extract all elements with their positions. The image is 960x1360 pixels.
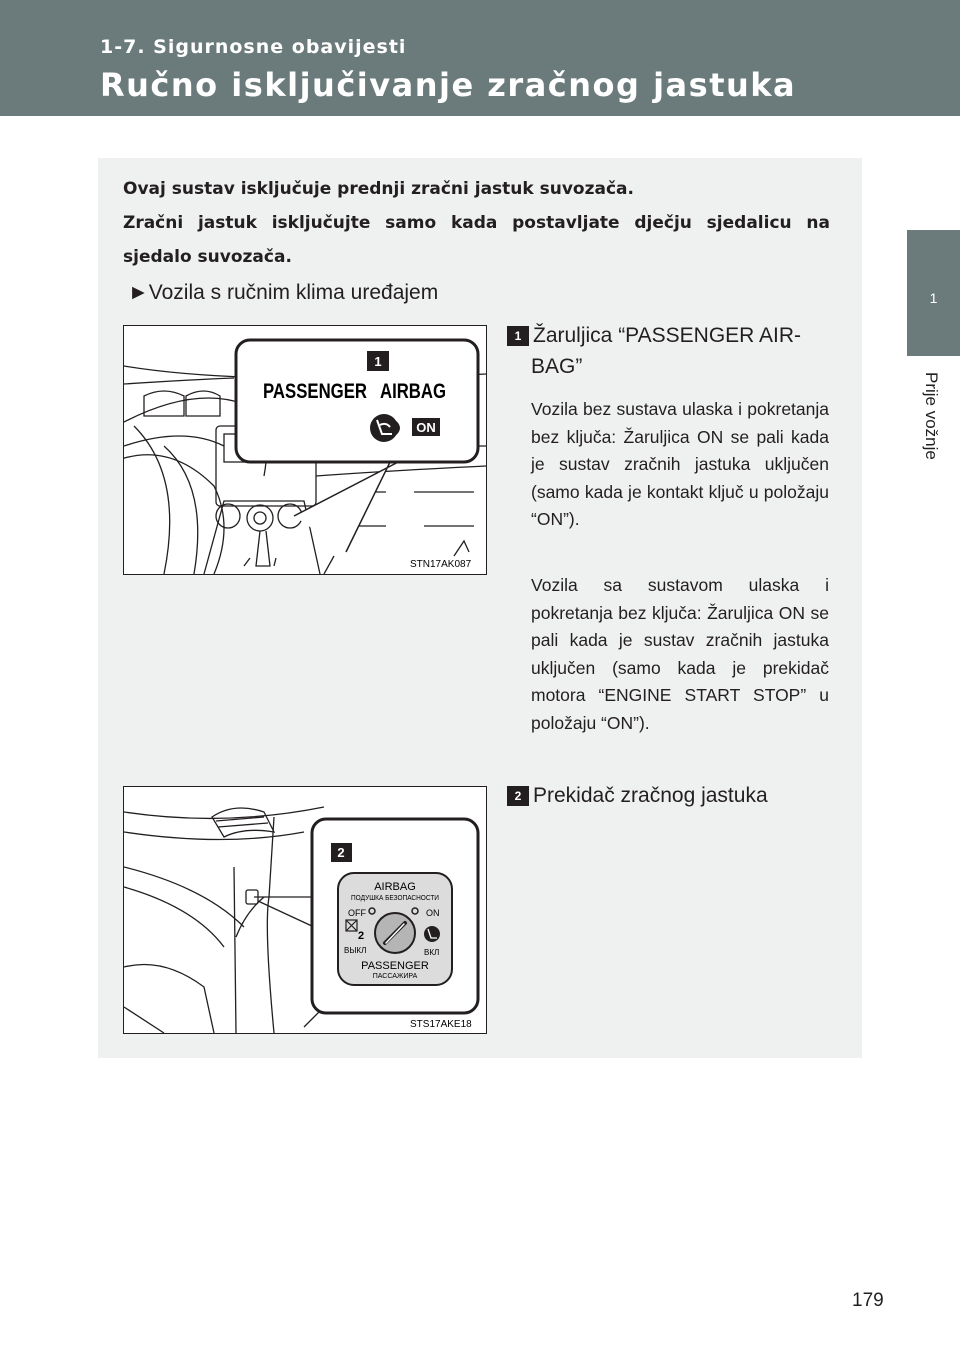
switch-label-off-ru: ВЫКЛ [344,946,367,955]
switch-label-on-ru: ВКЛ [424,948,440,957]
figure1-code: STN17AK087 [410,559,472,570]
item-1-paragraph-2: Vozila sa sustavom ulaska i pokretanja bez ključa: Žaruljica ON se pali kada je sustav zračnih jastuka uključen (samo kada je prekidač motora “ENGINE START STOP” u položaju “ON”). [531,575,829,733]
switch-label-passenger-ru: ПАССАЖИРА [372,973,418,980]
callout-badge-1-label: 1 [374,354,382,369]
indicator-label-airbag: AIRBAG [380,380,446,403]
page-header [0,0,960,116]
callout-badge-2-label: 2 [337,845,345,860]
item-2-heading [507,780,829,811]
page-number: 179 [852,1290,884,1311]
item-1-title-a: Žaruljica “PASSENGER AIR- [533,324,802,347]
indicator-label-passenger: PASSENGER [263,380,367,403]
switch-label-off: OFF [348,908,366,918]
figure2-code: STS17AKE18 [410,1019,472,1030]
intro-line-2: Zračni jastuk isključujte samo kada postavljate dječju sjedalicu na sjedalo suvozača. [123,213,830,267]
switch-label-airbag-ru: ПОДУШКА БЕЗОПАСНОСТИ [351,895,439,902]
subheading: ►Vozila s ručnim klima uređajem [128,281,439,304]
item-1-title-b: BAG” [531,355,583,378]
item-1-paragraph-1: Vozila bez sustava ulaska i pokretanja bez ključa: Žaruljica ON se pali kada je sustav zračnih jastuka uključen (samo kada je kontakt ključ u položaju “ON”). [531,399,829,529]
switch-label-airbag: AIRBAG [374,881,416,893]
item-1-heading [507,320,829,382]
switch-label-number: 2 [358,930,365,942]
key-slot-knob[interactable] [375,913,415,953]
indicator-on-label: ON [416,420,436,435]
chapter-tab-number: 1 [929,290,938,306]
intro-line-1: Ovaj sustav isključuje prednji zračni jastuk suvozača. [123,179,634,199]
dashboard-illustration [124,326,486,574]
item-2-badge: 2 [507,786,529,806]
page-title: Ručno isključivanje zračnog jastuka [100,66,797,104]
item-2-title: Prekidač zračnog jastuka [533,784,768,807]
item-1-badge: 1 [507,326,529,346]
section-title: 1-7. Sigurnosne obavijesti [100,36,407,58]
switch-label-on: ON [426,908,440,918]
intro-text [123,172,830,274]
chapter-label [905,372,957,482]
figure-dashboard-indicator [123,325,487,575]
airbag-switch-illustration [124,787,486,1033]
airbag-on-icon [424,926,440,942]
switch-label-passenger: PASSENGER [361,960,429,972]
chapter-label-text: Prije vožnje [922,372,941,460]
figure-airbag-switch [123,786,487,1034]
